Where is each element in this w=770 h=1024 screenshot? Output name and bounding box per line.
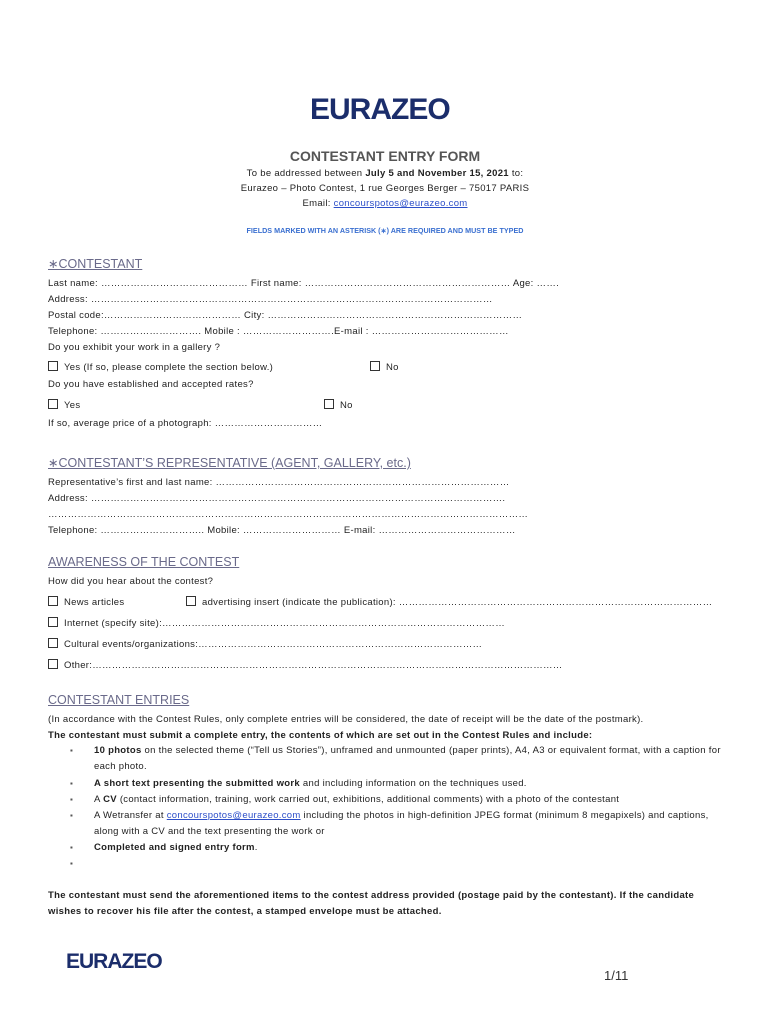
phone-field[interactable]: Telephone: …………………………. Mobile : ……………………….E-mail : …………………………………… (48, 326, 509, 337)
contest-address: Eurazeo – Photo Contest, 1 rue Georges Berger – 75017 PARIS (240, 183, 530, 194)
email-line: Email: concourspotos@eurazeo.com (302, 198, 468, 209)
list-item: A CV (contact information, training, work carried out, exhibitions, additional comments) with a photo of the contestant (94, 794, 620, 805)
wetransfer-email-link[interactable]: concourspotos@eurazeo.com (166, 810, 301, 821)
checkbox[interactable] (370, 361, 380, 371)
form-title: CONTESTANT ENTRY FORM (289, 148, 481, 164)
checkbox[interactable] (186, 596, 196, 606)
list-item: Completed and signed entry form. (94, 842, 258, 853)
section-heading-contestant: ∗CONTESTANT (48, 257, 143, 271)
checkbox[interactable] (48, 617, 58, 627)
section-heading-awareness: AWARENESS OF THE CONTEST (48, 555, 240, 569)
internet-option[interactable]: Internet (specify site):…………………………………………………………………………………………… (48, 617, 505, 629)
checkbox[interactable] (48, 659, 58, 669)
cultural-events-option[interactable]: Cultural events/organizations:…………………………………………………………………………… (48, 638, 482, 650)
representative-address-field[interactable]: Address: ………………………………………………………………………………………………………………. (48, 493, 506, 504)
bullet: ▪ (70, 843, 73, 852)
email-link[interactable]: concourspotos@eurazeo.com (333, 198, 468, 209)
section-heading-representative: ∗CONTESTANT’S REPRESENTATIVE (AGENT, GALLERY, etc.) (48, 456, 411, 470)
representative-name-field[interactable]: Representative’s first and last name: ……………………………………………………………………………… (48, 477, 510, 488)
awareness-question: How did you hear about the contest? (48, 576, 214, 587)
other-option[interactable]: Other:……………………………………………………………………………………………………………………………… (48, 659, 563, 671)
gallery-question: Do you exhibit your work in a gallery ? (48, 342, 221, 353)
rates-question: Do you have established and accepted rates? (48, 379, 254, 390)
address-intro: To be addressed between July 5 and November 15, 2021 to: (246, 168, 524, 179)
representative-phone-field[interactable]: Telephone: ………………………….. Mobile: ………………………… E-mail: …………………………………… (48, 525, 516, 536)
representative-address-cont[interactable]: ………………………………………………………………………………………………………………………………… (48, 509, 529, 520)
price-field[interactable]: If so, average price of a photograph: …………………………… (48, 418, 323, 429)
rates-no-option[interactable]: No (324, 399, 353, 411)
checkbox[interactable] (48, 596, 58, 606)
eurazeo-logo: EURAZEO (310, 93, 450, 126)
checkbox[interactable] (324, 399, 334, 409)
required-note: FIELDS MARKED WITH AN ASTERISK (∗) ARE REQUIRED AND MUST BE TYPED (246, 226, 524, 235)
bullet: ▪ (70, 746, 73, 755)
gallery-no-option[interactable]: No (370, 361, 399, 373)
section-heading-entries: CONTESTANT ENTRIES (48, 693, 190, 707)
bullet: ▪ (70, 795, 73, 804)
list-item: 10 photos on the selected theme (“Tell us Stories”), unframed and unmounted (paper prints), A4, A3 or equivalent format, with a caption for each photo. (94, 745, 721, 772)
list-item: A Wetransfer at concourspotos@eurazeo.com including the photos in high-definition JPEG format (minimum 8 megapixels) and captions, along with a CV and the text presenting the work or (94, 810, 709, 837)
advertising-option[interactable]: advertising insert (indicate the publication): …………………………………………………………………………………… (186, 596, 712, 608)
postal-field[interactable]: Postal code:…………………………………… City: …………………………………………………………………… (48, 310, 523, 321)
bullet: ▪ (70, 811, 73, 820)
footer-logo: EURAZEO (66, 950, 162, 973)
bullet: ▪ (70, 779, 73, 788)
checkbox[interactable] (48, 361, 58, 371)
bullet: ▪ (70, 859, 73, 868)
checkbox[interactable] (48, 399, 58, 409)
page-number: 1/11 (604, 968, 629, 983)
address-field[interactable]: Address: …………………………………………………………………………………………………………… (48, 294, 493, 305)
rates-yes-option[interactable]: Yes (48, 399, 80, 411)
news-articles-option[interactable]: News articles (48, 596, 124, 608)
checkbox[interactable] (48, 638, 58, 648)
entries-must-submit: The contestant must submit a complete entry, the contents of which are set out in the Contest Rules and include: (48, 730, 593, 741)
name-field[interactable]: Last name: ……………………………………… First name: ……………………………………………………… Age: ……. (48, 278, 560, 289)
closing-note: The contestant must send the aforementioned items to the contest address provided (postage paid by the contestant). If the candidate wishes to recover his file after the contest, a stamped envelope must be attached. (48, 890, 695, 917)
entries-intro: (In accordance with the Contest Rules, only complete entries will be considered, the date of receipt will be the date of the postmark). (48, 714, 644, 725)
gallery-yes-option[interactable]: Yes (If so, please complete the section below.) (48, 361, 273, 373)
list-item: A short text presenting the submitted work and including information on the techniques used. (94, 778, 527, 789)
